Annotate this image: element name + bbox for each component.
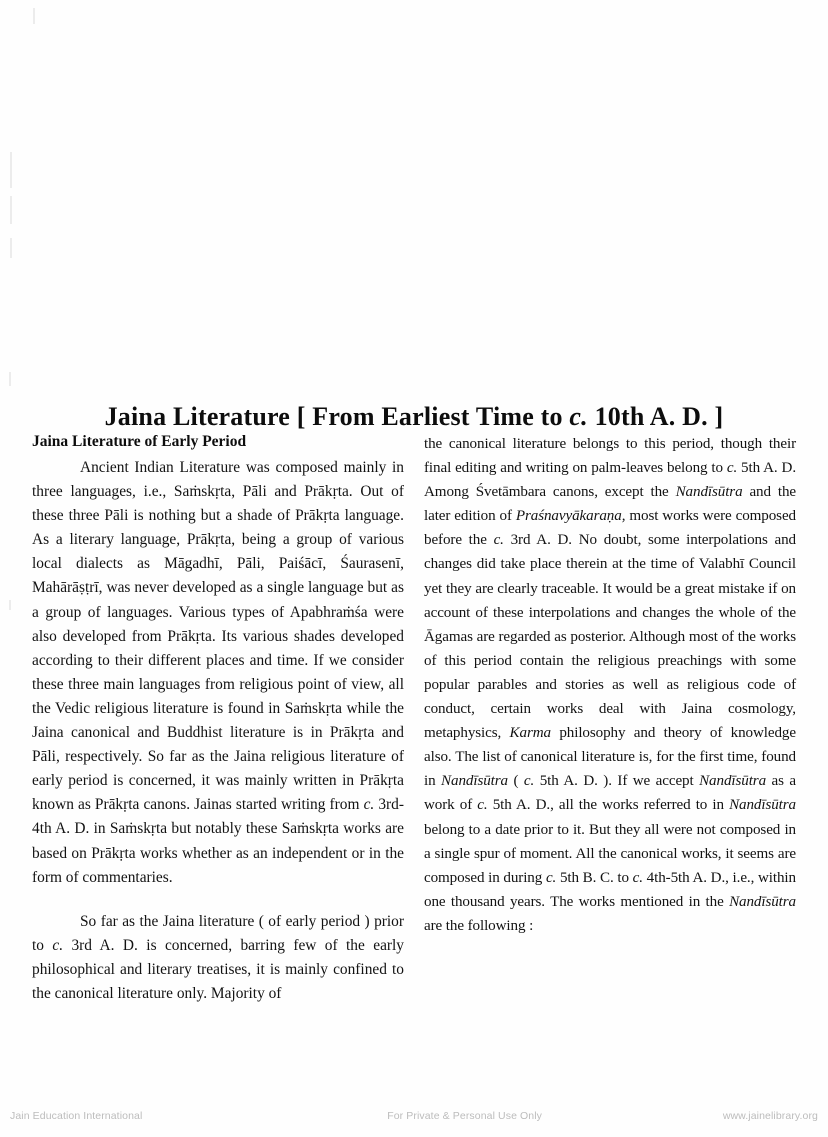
paragraph-text: Ancient Indian Literature was composed mainly in three languages, i.e., Saṁskṛta, Pāli and Prākṛta. Out of these three Pāli is nothing but a shade of Prākṛta language. As a literary language, Prākṛta, being a group of various local dialects as Māgadhī, Pāli, Paiśācī, Śaurasenī, Mahārāṣṭrī, was never developed as a single language but as a group of languages. Various types of Apabhraṁśa were also developed from Prākṛta. Its various shades developed according to their different places and time. If we consider these three main languages from religious point of view, all the Vedic religious literature is found in Saṁskṛta while the Jaina canonical and Buddhist literature is in Prākṛta and Pāli, respectively. So far as the Jaina religious literature of early period is concerned, it was mainly written in Prākṛta known as Prākṛta canons. Jainas started writing from xyxy=(32,459,404,814)
paragraph-text: belong to a date prior to it. But they all were not composed in a single spur of moment. All the canonical works, it seems are composed in during xyxy=(424,821,796,886)
scan-artifact xyxy=(33,8,35,24)
circa-marker: c. xyxy=(493,532,504,549)
paragraph-text: as a work of xyxy=(424,773,797,814)
paragraph-text: 3rd A. D. No doubt, some interpolations and changes did take place therein at the time of Valabhī Council yet they are clearly traceable. It would be a great mistake if on account of these interpolations and changes the whole of the Āgamas are regarded as posterior. Although most of the works of this period contain the religious preachings with some popular parables and stories as well as religious code of conduct, certain works deal with Jaina cosmology, metaphysics, xyxy=(424,532,796,742)
paragraph-text: ( xyxy=(507,773,524,790)
work-title-nandisutra: Nandīsūtra xyxy=(729,893,796,910)
section-subheading: Jaina Literature of Early Period xyxy=(32,433,247,450)
right-column xyxy=(424,432,796,1006)
scan-artifact xyxy=(10,152,12,188)
footer-center-text: For Private & Personal Use Only xyxy=(387,1110,543,1122)
page-title-text-after: 10th A. D. ] xyxy=(587,402,724,432)
circa-marker: c. xyxy=(52,936,64,954)
paragraph-text: the canonical literature belongs to this period, though their final editing and writing on palm-leaves belong to xyxy=(424,436,796,477)
circa-marker: c. xyxy=(523,773,535,790)
paragraph-text: 5th B. C. to xyxy=(556,869,633,886)
work-title-nandisutra: Nandīsūtra xyxy=(699,773,767,790)
circa-marker: c. xyxy=(726,460,738,477)
work-title-prasnavyakarana: Praśnavyākaraṇa, xyxy=(515,508,626,525)
circa-marker: c. xyxy=(632,869,643,886)
paragraph-text: most works were composed before the xyxy=(424,508,796,549)
term-karma: Karma xyxy=(509,725,551,742)
paragraph-text: 4th-5th A. D., i.e., within one thousand years. The works mentioned in the xyxy=(424,869,796,910)
page-title-text-before: Jaina Literature [ From Earliest Time to xyxy=(104,402,570,432)
circa-marker: c. xyxy=(545,869,557,886)
paragraph-text: 5th A. D., all the works referred to in xyxy=(487,797,730,814)
scan-artifact xyxy=(10,238,12,258)
footer-left-text: Jain Education International xyxy=(10,1110,143,1122)
paragraph-jaina-literature-prior xyxy=(32,910,404,1006)
circa-marker: c. xyxy=(477,797,488,814)
circa-marker: c. xyxy=(363,796,375,814)
paragraph-text-cont: 3rd A. D. is concerned, barring few of the early philosophical and literary treatises, it is mainly confined to the canonical literature only. Majority of xyxy=(32,936,404,1002)
paragraph-early-period xyxy=(32,456,404,890)
scan-artifact xyxy=(9,600,11,610)
work-title-nandisutra: Nandīsūtra xyxy=(441,773,508,790)
footer-right-url: www.jainelibrary.org xyxy=(722,1110,818,1122)
page-footer xyxy=(10,1110,818,1122)
paragraph-text: and the later edition of xyxy=(424,484,796,525)
two-column-body xyxy=(32,432,796,1006)
scan-artifact xyxy=(10,196,12,224)
paragraph-text: philosophy and theory of knowledge also. The list of canonical literature is, for the first time, found in xyxy=(424,725,796,790)
paragraph-text: So far as the Jaina literature ( of early period ) prior to xyxy=(32,912,404,954)
left-column xyxy=(32,432,404,1006)
paragraph-text-cont: 3rd-4th A. D. in Saṁskṛta but notably these Saṁskṛta works are based on Prākṛta works whether as an independent or in the form of commentaries. xyxy=(32,796,404,886)
page-title xyxy=(0,402,828,432)
scan-artifact xyxy=(9,372,11,386)
paragraph-text: 5th A. D. ). If we accept xyxy=(534,773,700,790)
paragraph-canonical-literature xyxy=(424,432,796,938)
page-title-circa: c. xyxy=(569,402,588,432)
paragraph-text: are the following : xyxy=(424,917,534,934)
paragraph-text: 5th A. D. Among Śvetāmbara canons, except the xyxy=(424,460,796,501)
work-title-nandisutra: Nandīsūtra xyxy=(675,484,743,501)
work-title-nandisutra: Nandīsūtra xyxy=(729,797,796,814)
